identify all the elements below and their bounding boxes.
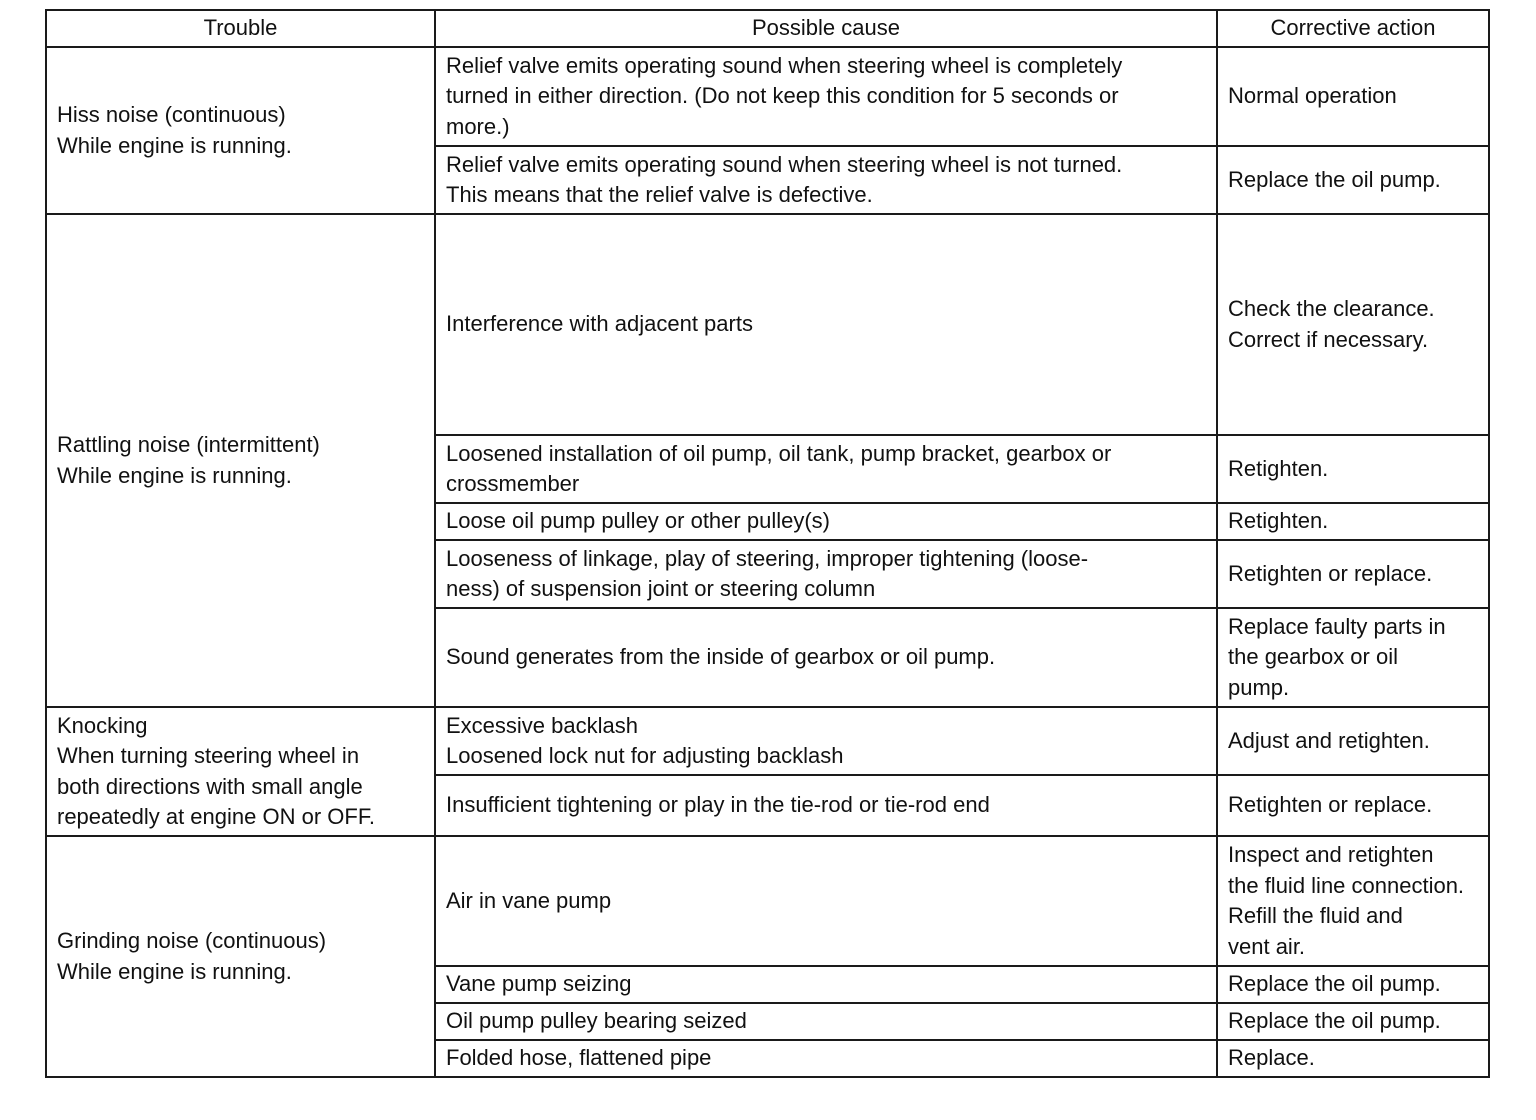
- cause-cell: [435, 214, 1217, 435]
- action-cell: [1217, 435, 1489, 503]
- trouble-cell: [46, 47, 435, 214]
- cause-text: turned in either direction. (Do not keep this condition for 5 seconds or: [446, 83, 1119, 109]
- cause-cell: [435, 836, 1217, 966]
- troubleshooting-table: [45, 9, 1490, 1078]
- action-text: Correct if necessary.: [1228, 326, 1429, 352]
- action-text: Retighten.: [1228, 455, 1329, 481]
- cause-cell: [435, 146, 1217, 214]
- action-text: Replace the oil pump.: [1228, 971, 1441, 997]
- table-row: [46, 214, 1489, 435]
- action-cell: [1217, 146, 1489, 214]
- cause-text: ness) of suspension joint or steering column: [446, 576, 876, 601]
- action-text: Normal operation: [1228, 83, 1397, 109]
- cause-cell: [435, 435, 1217, 503]
- action-cell: [1217, 966, 1489, 1003]
- cause-text: This means that the relief valve is defective.: [446, 182, 873, 207]
- trouble-cell: [46, 836, 435, 1077]
- trouble-text: Hiss noise (continuous): [57, 102, 286, 127]
- action-text: Inspect and retighten: [1228, 842, 1434, 867]
- action-text: the fluid line connection.: [1228, 872, 1465, 898]
- cause-text: Looseness of linkage, play of steering, improper tightening (loose-: [446, 545, 1089, 571]
- cause-text: Vane pump seizing: [446, 971, 632, 997]
- trouble-text: While engine is running.: [57, 132, 292, 158]
- action-cell: [1217, 47, 1489, 146]
- action-text: Check the clearance.: [1228, 296, 1435, 321]
- trouble-text: Grinding noise (continuous): [57, 928, 327, 953]
- cause-text: Loose oil pump pulley or other pulley(s): [446, 508, 830, 534]
- action-text: Replace the oil pump.: [1228, 166, 1441, 192]
- cause-text: Sound generates from the inside of gearbox or oil pump.: [446, 644, 996, 670]
- cause-cell: [435, 966, 1217, 1003]
- action-cell: [1217, 1040, 1489, 1077]
- cause-cell: [435, 1040, 1217, 1077]
- action-text: Retighten or replace.: [1228, 560, 1433, 586]
- action-cell: [1217, 540, 1489, 608]
- cause-cell: [435, 707, 1217, 775]
- action-text: Replace the oil pump.: [1228, 1008, 1441, 1034]
- table-row: [46, 836, 1489, 966]
- cause-text: Loosened installation of oil pump, oil tank, pump bracket, gearbox or: [446, 440, 1112, 466]
- action-cell: [1217, 503, 1489, 540]
- cause-text: Air in vane pump: [446, 887, 612, 913]
- action-text: pump.: [1228, 674, 1290, 700]
- cause-text: Oil pump pulley bearing seized: [446, 1008, 747, 1034]
- cause-cell: [435, 775, 1217, 836]
- trouble-cell: [46, 214, 435, 707]
- cause-text: Relief valve emits operating sound when steering wheel is not turned.: [446, 151, 1123, 177]
- table-row: [46, 47, 1489, 146]
- action-cell: [1217, 608, 1489, 707]
- action-text: Adjust and retighten.: [1228, 727, 1430, 753]
- action-cell: [1217, 1003, 1489, 1040]
- header-trouble: Trouble: [46, 10, 435, 47]
- header-possible-cause: Possible cause: [435, 10, 1217, 47]
- action-cell: [1217, 836, 1489, 966]
- cause-text: crossmember: [446, 471, 580, 496]
- trouble-text: both directions with small angle: [57, 773, 363, 799]
- trouble-cell: [46, 707, 435, 836]
- cause-text: Insufficient tightening or play in the tie-rod or tie-rod end: [446, 792, 990, 818]
- cause-text: Loosened lock nut for adjusting backlash: [446, 743, 844, 768]
- cause-text: more.): [446, 113, 510, 139]
- header-row: [46, 10, 1489, 47]
- action-cell: [1217, 775, 1489, 836]
- action-cell: [1217, 707, 1489, 775]
- table-row: [46, 707, 1489, 775]
- trouble-text: While engine is running.: [57, 462, 292, 488]
- cause-cell: [435, 540, 1217, 608]
- action-text: Retighten or replace.: [1228, 792, 1433, 818]
- cause-cell: [435, 47, 1217, 146]
- cause-cell: [435, 1003, 1217, 1040]
- trouble-text: While engine is running.: [57, 958, 292, 984]
- cause-text: Relief valve emits operating sound when steering wheel is completely: [446, 52, 1123, 78]
- trouble-text: Rattling noise (intermittent): [57, 432, 320, 457]
- cause-text: Interference with adjacent parts: [446, 311, 753, 337]
- action-text: vent air.: [1228, 933, 1306, 959]
- header-corrective-action: Corrective action: [1217, 10, 1489, 47]
- action-text: Refill the fluid and: [1228, 903, 1403, 928]
- cause-text: Excessive backlash: [446, 712, 638, 738]
- action-text: Replace.: [1228, 1045, 1315, 1071]
- action-text: Retighten.: [1228, 508, 1329, 534]
- trouble-text: Knocking: [57, 712, 148, 738]
- trouble-text: repeatedly at engine ON or OFF.: [57, 804, 375, 829]
- cause-cell: [435, 608, 1217, 707]
- cause-text: Folded hose, flattened pipe: [446, 1045, 712, 1071]
- cause-cell: [435, 503, 1217, 540]
- action-text: the gearbox or oil: [1228, 644, 1398, 670]
- trouble-text: When turning steering wheel in: [57, 743, 360, 768]
- action-text: Replace faulty parts in: [1228, 613, 1446, 639]
- action-cell: [1217, 214, 1489, 435]
